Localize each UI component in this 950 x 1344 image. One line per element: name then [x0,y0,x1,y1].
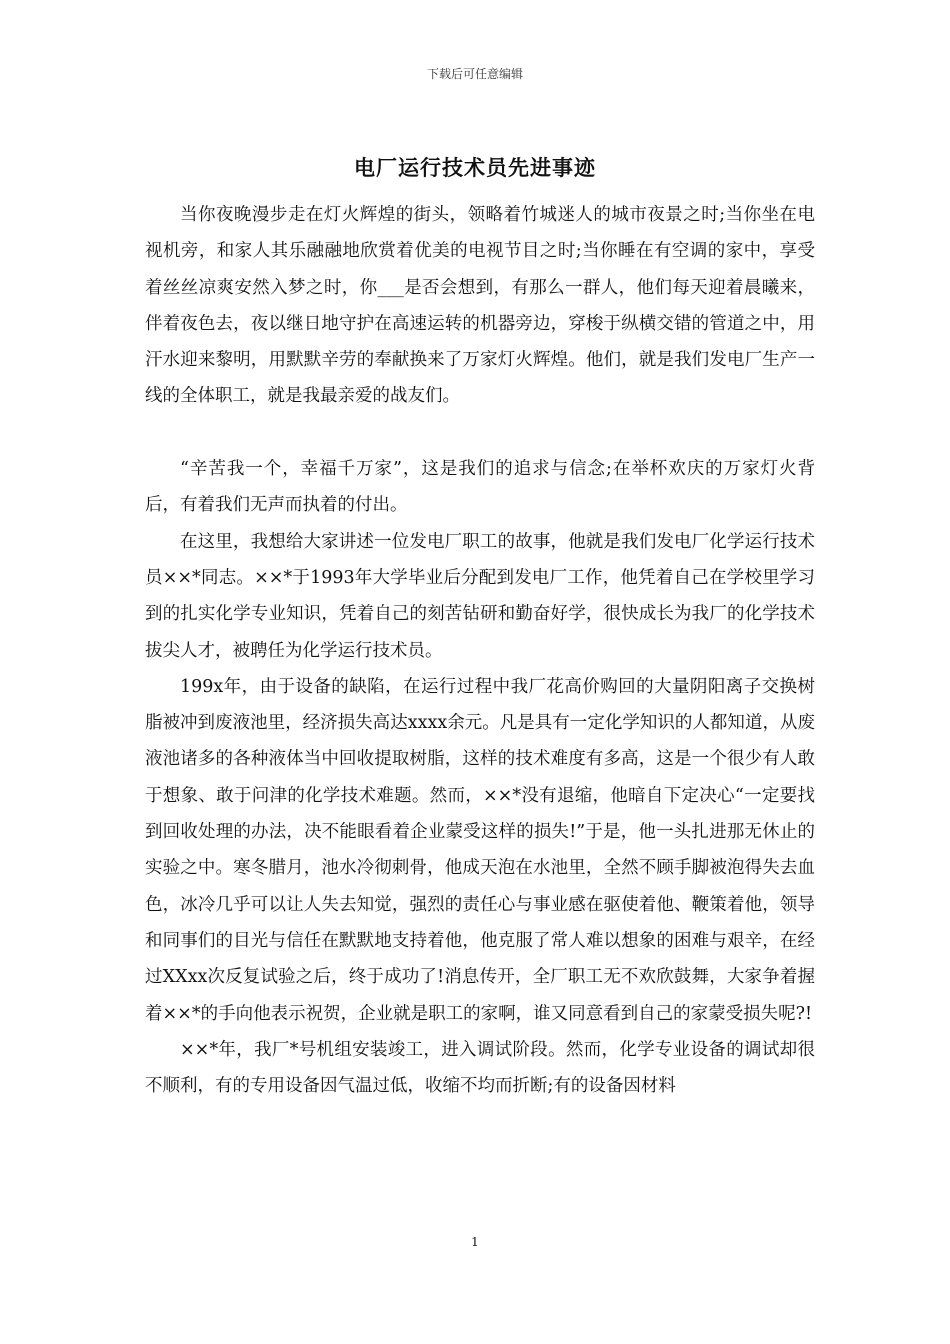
paragraph-2: “辛苦我一个，幸福千万家”，这是我们的追求与信念;在举杯欢庆的万家灯火背后，有着我们无声而执着的付出。 [145,459,815,516]
paragraph-3: 在这里，我想给大家讲述一位发电厂职工的故事，他就是我们发电厂化学运行技术员××*同志。××*于1993年大学毕业后分配到发电厂工作，他凭着自己在学校里学习到的扎实化学专业知识，凭着自己的刻苦钻研和勤奋好学，很快成长为我厂的化学技术拔尖人才，被聘任为化学运行技术员。 [145,531,815,661]
paragraph-5: ××*年，我厂*号机组安装竣工，进入调试阶段。然而，化学专业设备的调试却很不顺利，有的专用设备因气温过低，收缩不均而折断;有的设备因材料 [145,1039,815,1097]
page-number: 1 [471,1235,479,1249]
blank-line [145,415,815,451]
paragraph-1: 当你夜晚漫步走在灯火辉煌的街头，领略着竹城迷人的城市夜景之时;当你坐在电视机旁，和家人其乐融融地欣赏着优美的电视节目之时;当你睡在有空调的家中，享受着丝丝凉爽安然入梦之时，你___是否会想到，有那么一群人，他们每天迎着晨曦来，伴着夜色去，夜以继日地守护在高速运转的机器旁边，穿梭于纵横交错的管道之中，用汗水迎来黎明，用默默辛劳的奉献换来了万家灯火辉煌。他们，就是我们发电厂生产一线的全体职工，就是我最亲爱的战友们。 [145,205,815,407]
document-title: 电厂运行技术员先进事迹 [354,155,596,180]
document-body [145,197,815,1104]
page-header: 下载后可任意编辑 [426,67,523,81]
paragraph-4: 199x年，由于设备的缺陷，在运行过程中我厂花高价购回的大量阴阳离子交换树脂被冲到废液池里，经济损失高达xxxx余元。凡是具有一定化学知识的人都知道，从废液池诸多的各种液体当中回收提取树脂，这样的技术难度有多高，这是一个很少有人敢于想象、敢于问津的化学技术难题。然而，××*没有退缩，他暗自下定决心“一定要找到回收处理的办法，决不能眼看着企业蒙受这样的损失!”于是，他一头扎进那无休止的实验之中。寒冬腊月，池水冷彻刺骨，他成天泡在水池里，全然不顾手脚被泡得失去血色，冰冷几乎可以让人失去知觉，强烈的责任心与事业感在驱使着他、鞭策着他，领导和同事们的目光与信任在默默地支持着他，他克服了常人难以想象的困难与艰辛，在经过XXxx次反复试验之后，终于成功了!消息传开，全厂职工无不欢欣鼓舞，大家争着握着××*的手向他表示祝贺，企业就是职工的家啊，谁又同意看到自己的家蒙受损失呢?! [145,676,815,1024]
